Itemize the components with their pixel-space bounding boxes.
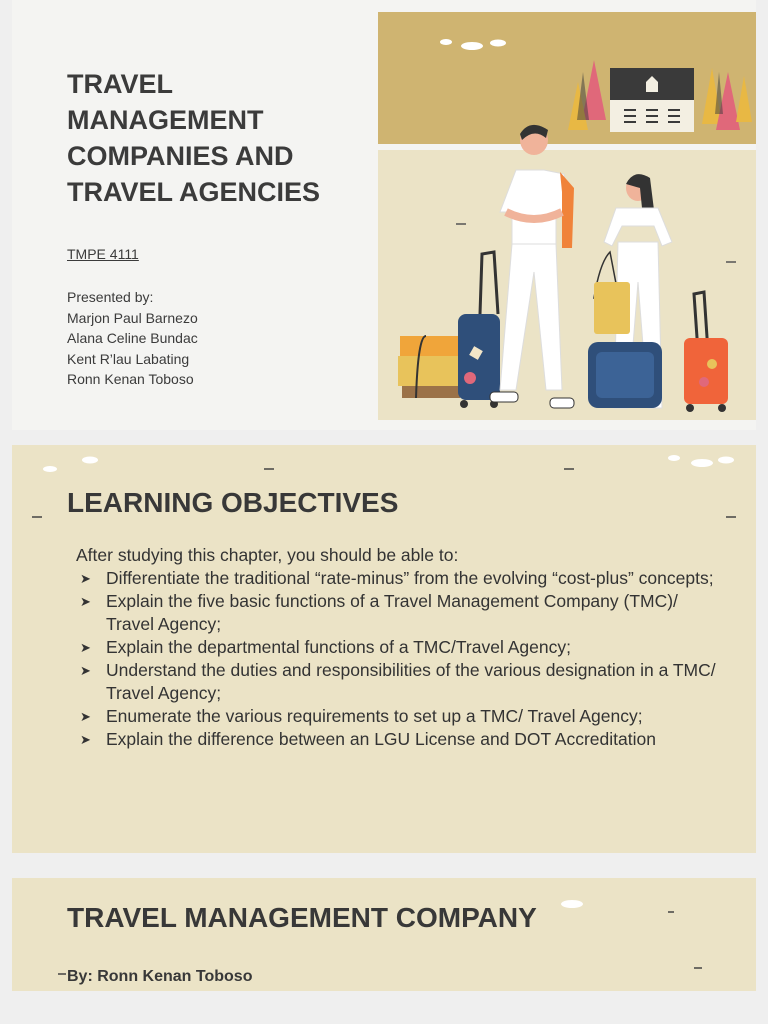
objectives-intro: After studying this chapter, you should be able to: bbox=[76, 545, 459, 565]
arrow-bullet-icon: ➤ bbox=[80, 732, 91, 747]
arrow-bullet-icon: ➤ bbox=[80, 571, 91, 586]
list-item: ➤ Understand the duties and responsibilities of the various designation in a TMC/ Travel Agency; bbox=[80, 660, 716, 703]
learning-objectives-slide bbox=[12, 445, 756, 853]
arrow-bullet-icon: ➤ bbox=[80, 594, 91, 609]
presenter-name: Kent R’lau Labating bbox=[67, 350, 190, 367]
list-item: ➤ Enumerate the various requirements to set up a TMC/ Travel Agency; bbox=[80, 706, 643, 726]
house-icon bbox=[610, 68, 694, 132]
author-byline: By: Ronn Kenan Toboso bbox=[67, 968, 253, 985]
section-heading: TRAVEL MANAGEMENT COMPANY bbox=[67, 902, 537, 933]
list-item: ➤ Explain the difference between an LGU License and DOT Accreditation bbox=[80, 729, 656, 749]
presenter-name: Marjon Paul Barnezo bbox=[67, 309, 198, 326]
arrow-bullet-icon: ➤ bbox=[80, 709, 91, 724]
slide-title: TRAVEL MANAGEMENT COMPANIES AND TRAVEL AGENCIES bbox=[67, 69, 321, 207]
presenter-name: Ronn Kenan Toboso bbox=[67, 371, 194, 387]
title-slide bbox=[12, 0, 756, 430]
list-item: ➤ Explain the departmental functions of a TMC/Travel Agency; bbox=[80, 637, 571, 657]
list-item: ➤ Differentiate the traditional “rate-minus” from the evolving “cost-plus” concepts; bbox=[80, 568, 714, 588]
list-item: ➤ Explain the five basic functions of a Travel Management Company (TMC)/ Travel Agency; bbox=[80, 591, 678, 634]
presenters-block bbox=[67, 287, 198, 390]
presented-by-label: Presented by: bbox=[67, 289, 154, 305]
tmc-slide bbox=[12, 878, 756, 991]
arrow-bullet-icon: ➤ bbox=[80, 640, 91, 655]
travelers-illustration bbox=[378, 12, 756, 420]
arrow-bullet-icon: ➤ bbox=[80, 663, 91, 678]
section-heading: LEARNING OBJECTIVES bbox=[67, 487, 399, 518]
presenter-name: Alana Celine Bundac bbox=[67, 330, 198, 346]
course-code: TMPE 4111 bbox=[67, 246, 139, 262]
objectives-list bbox=[76, 567, 716, 751]
